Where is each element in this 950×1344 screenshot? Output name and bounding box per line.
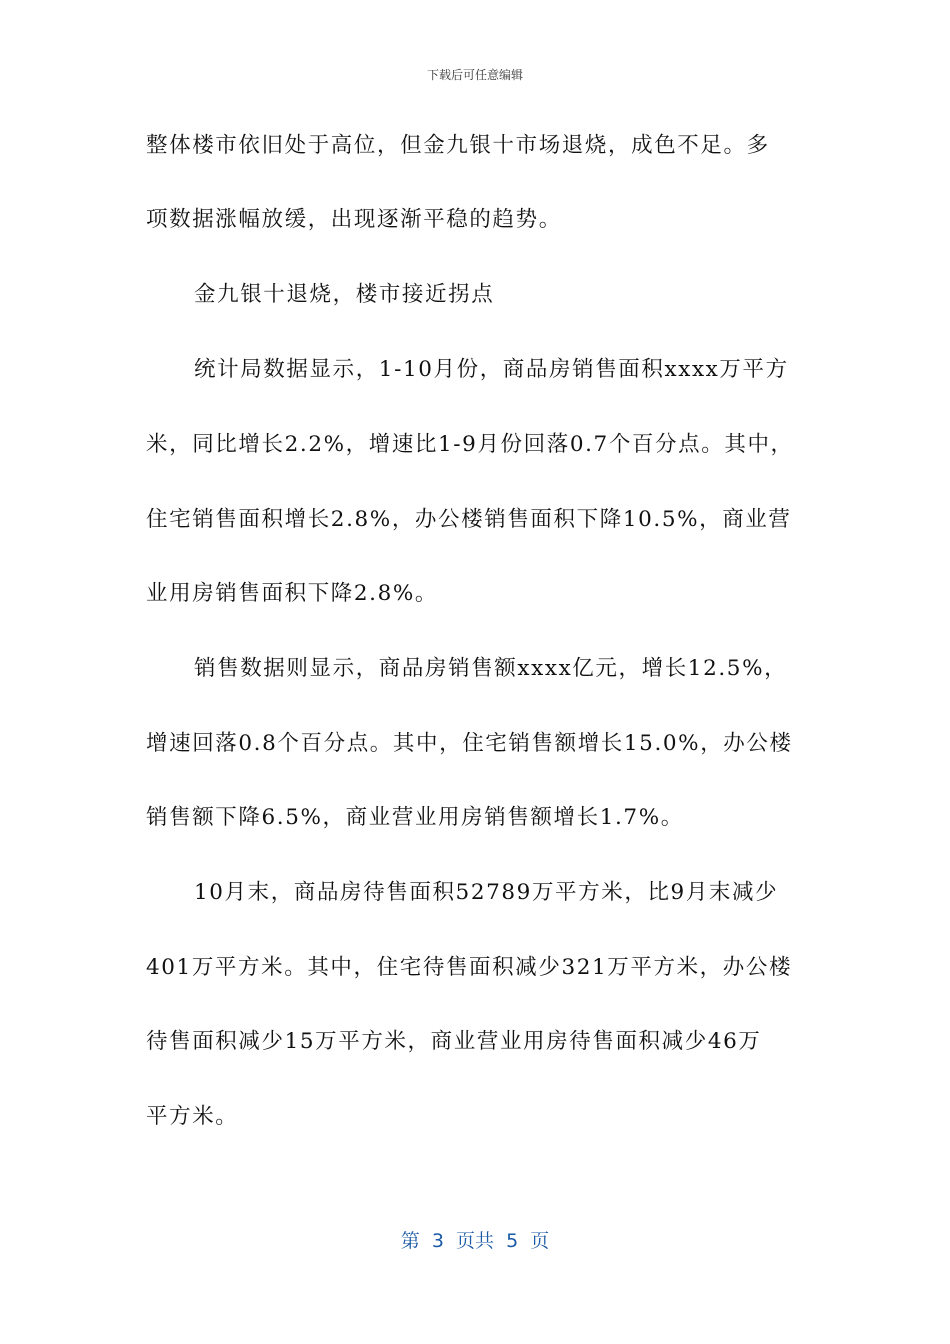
body-line-7: 业用房销售面积下降2.8%。 [146,581,439,606]
page-number-footer: 第 3 页共 5 页 [400,1230,550,1252]
body-line-1: 整体楼市依旧处于高位，但金九银十市场退烧，成色不足。多 [146,133,770,158]
section-heading: 金九银十退烧，楼市接近拐点 [194,282,495,307]
page-header: 下载后可任意编辑 [426,68,523,82]
body-line-8: 销售数据则显示，商品房销售额xxxx亿元，增长12.5%， [194,656,788,681]
body-line-10: 销售额下降6.5%，商业营业用房销售额增长1.7%。 [146,805,684,830]
body-line-14: 平方米。 [146,1104,239,1129]
body-line-2: 项数据涨幅放缓，出现逐渐平稳的趋势。 [146,207,562,232]
body-line-6: 住宅销售面积增长2.8%，办公楼销售面积下降10.5%，商业营 [146,507,792,532]
body-line-12: 401万平方米。其中，住宅待售面积减少321万平方米，办公楼 [146,955,793,980]
body-line-5: 米，同比增长2.2%，增速比1-9月份回落0.7个百分点。其中， [146,432,794,457]
body-line-9: 增速回落0.8个百分点。其中，住宅销售额增长15.0%，办公楼 [146,731,793,756]
body-line-11: 10月末，商品房待售面积52789万平方米，比9月末减少 [194,880,779,905]
body-line-4: 统计局数据显示，1-10月份，商品房销售面积xxxx万平方 [194,357,789,382]
body-line-13: 待售面积减少15万平方米，商业营业用房待售面积减少46万 [146,1029,762,1054]
